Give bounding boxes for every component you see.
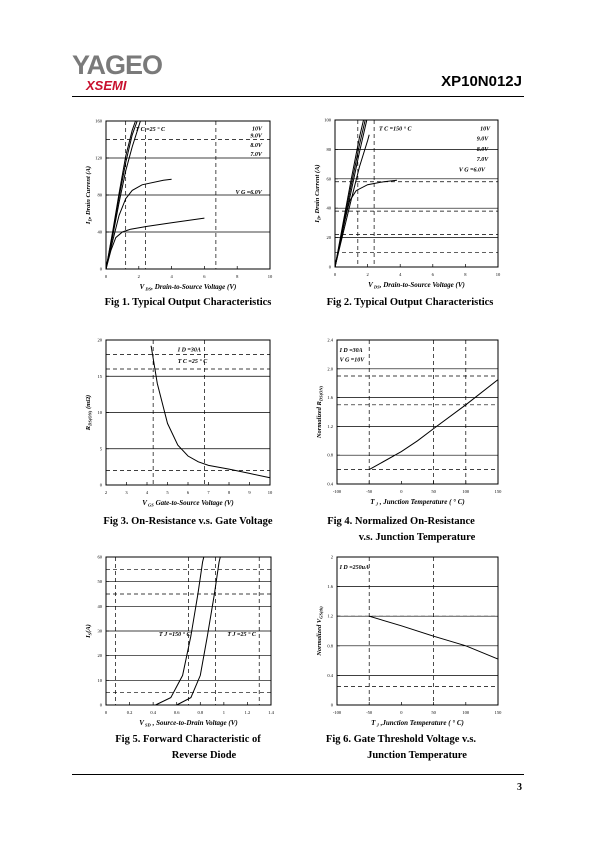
x-tick-label: 0.8 bbox=[197, 710, 204, 715]
annotation: 8.0V bbox=[476, 146, 489, 153]
y-tick-label: 30 bbox=[97, 628, 102, 634]
figure-caption: Fig 2. Typical Output Characteristics bbox=[326, 297, 494, 308]
x-axis-title: T $_J$ , Junction Temperature ( ° C) bbox=[370, 498, 465, 507]
x-tick-label: 0.6 bbox=[173, 710, 180, 715]
figure-2 bbox=[314, 118, 501, 309]
y-tick-label: 0.8 bbox=[327, 452, 333, 458]
y-tick-label: 1.6 bbox=[327, 584, 333, 590]
y-tick-label: 60 bbox=[326, 176, 331, 182]
annotation: 9.0V bbox=[250, 133, 262, 140]
x-tick-label: 1.4 bbox=[268, 710, 274, 715]
y-tick-label: 0 bbox=[330, 702, 333, 708]
y-tick-label: 15 bbox=[97, 373, 102, 379]
figure-caption: Fig 6. Gate Threshold Voltage v.s. bbox=[325, 734, 477, 745]
y-tick-label: 1.2 bbox=[327, 423, 333, 429]
y-axis-title: $R_{DS(ON)}$ (mΩ) bbox=[85, 394, 93, 431]
y-tick-label: 50 bbox=[97, 579, 102, 585]
y-tick-label: 40 bbox=[326, 205, 331, 211]
plot-frame bbox=[335, 120, 498, 267]
x-tick-label: 6 bbox=[186, 490, 190, 495]
x-tick-label: 5 bbox=[166, 490, 169, 495]
x-tick-label: 150 bbox=[494, 710, 502, 715]
annotation: V G =6.0V bbox=[458, 167, 486, 174]
x-tick-label: 2 bbox=[137, 274, 140, 279]
figure-3 bbox=[85, 338, 273, 528]
series-line-5 bbox=[335, 180, 397, 267]
y-tick-label: 2 bbox=[330, 554, 333, 560]
y-axis-title: $I_S(A)$ bbox=[85, 624, 93, 638]
y-tick-label: 2.0 bbox=[327, 366, 333, 372]
figure-1 bbox=[85, 119, 273, 309]
y-tick-label: 0.4 bbox=[327, 672, 333, 678]
x-axis-title: T $_J$ ,Junction Temperature ( ° C) bbox=[371, 719, 464, 728]
annotation: V G =10V bbox=[339, 357, 365, 364]
logo-wordmark: YAGEO bbox=[72, 50, 163, 80]
figure-caption: Reverse Diode bbox=[171, 750, 237, 761]
x-tick-label: 50 bbox=[431, 710, 436, 715]
x-axis-title: V $_{DS}$, Drain-to-Source Voltage (V) bbox=[139, 283, 237, 292]
y-tick-label: 5 bbox=[99, 446, 102, 452]
x-tick-label: 6 bbox=[203, 274, 206, 279]
x-tick-label: 150 bbox=[494, 489, 502, 494]
figure-4 bbox=[316, 338, 502, 544]
x-tick-label: -100 bbox=[332, 710, 342, 715]
annotation: I D =250uA bbox=[339, 564, 370, 571]
x-tick-label: 9 bbox=[248, 490, 251, 495]
x-tick-label: 0 bbox=[400, 710, 403, 715]
y-tick-label: 2.4 bbox=[327, 337, 333, 343]
logo-subbrand: XSEMI bbox=[86, 78, 127, 93]
x-tick-label: 8 bbox=[464, 272, 467, 277]
annotation: T C =25 ° C bbox=[177, 359, 208, 366]
x-tick-label: 8 bbox=[227, 490, 231, 495]
x-tick-label: 0 bbox=[104, 710, 108, 715]
y-tick-label: 160 bbox=[95, 118, 102, 124]
page-number: 3 bbox=[517, 782, 522, 793]
y-tick-label: 20 bbox=[326, 235, 331, 241]
y-tick-label: 10 bbox=[97, 410, 102, 415]
x-tick-label: 4 bbox=[170, 274, 173, 279]
y-tick-label: 0 bbox=[99, 702, 102, 708]
x-axis-title: V $_{GS}$ Gate-to-Source Voltage (V) bbox=[142, 499, 234, 508]
x-tick-label: 10 bbox=[267, 274, 273, 279]
x-tick-label: 0 bbox=[104, 274, 108, 279]
annotation: 7.0V bbox=[476, 157, 489, 164]
annotation: T C =25 ° C bbox=[135, 127, 166, 134]
annotation: 10V bbox=[251, 126, 262, 133]
x-tick-label: 10 bbox=[267, 490, 273, 495]
y-tick-label: 1.6 bbox=[327, 395, 333, 401]
x-tick-label: 10 bbox=[495, 272, 501, 277]
annotation: V G =6.0V bbox=[235, 190, 262, 197]
x-tick-label: 3 bbox=[125, 490, 128, 495]
x-tick-label: 6 bbox=[431, 272, 434, 277]
x-axis-title: V $_{SD}$ , Source-to-Drain Voltage (V) bbox=[139, 719, 238, 728]
x-tick-label: -50 bbox=[366, 489, 373, 494]
annotation: 10V bbox=[480, 126, 491, 133]
y-tick-label: 100 bbox=[324, 117, 331, 123]
y-tick-label: 120 bbox=[95, 155, 102, 161]
x-tick-label: 8 bbox=[236, 274, 239, 279]
x-tick-label: 4 bbox=[145, 490, 149, 495]
figure-caption: Junction Temperature bbox=[367, 750, 467, 761]
figure-caption: Fig 4. Normalized On-Resistance bbox=[327, 516, 475, 527]
x-tick-label: 0 bbox=[333, 272, 337, 277]
y-tick-label: 1.2 bbox=[327, 613, 333, 619]
x-tick-label: -50 bbox=[366, 710, 373, 715]
part-number: XP10N012J bbox=[441, 73, 522, 90]
y-tick-label: 40 bbox=[97, 603, 102, 609]
annotation: 7.0V bbox=[250, 152, 262, 159]
x-tick-label: 7 bbox=[207, 490, 210, 495]
figure-caption: Fig 1. Typical Output Characteristics bbox=[104, 297, 272, 308]
x-tick-label: 100 bbox=[462, 489, 470, 494]
y-tick-label: 0 bbox=[99, 266, 102, 272]
x-tick-label: 4 bbox=[399, 272, 402, 277]
x-axis-title: V $_{DS}$, Drain-to-Source Voltage (V) bbox=[368, 281, 465, 290]
x-tick-label: 2 bbox=[366, 272, 369, 277]
annotation: T C =150 ° C bbox=[379, 126, 412, 133]
series-line-4 bbox=[335, 135, 369, 267]
y-tick-label: 20 bbox=[97, 653, 102, 659]
y-tick-label: 20 bbox=[97, 337, 102, 343]
y-tick-label: 80 bbox=[326, 146, 331, 152]
figure-6 bbox=[316, 555, 502, 762]
x-tick-label: 50 bbox=[431, 489, 436, 494]
x-tick-label: 0.2 bbox=[126, 710, 133, 715]
x-tick-label: 1 bbox=[222, 710, 225, 715]
y-axis-title: $I_D$, Drain Current (A) bbox=[85, 165, 93, 225]
y-axis-title: $I_D$, Drain Current (A) bbox=[314, 164, 322, 223]
y-tick-label: 0.4 bbox=[327, 481, 333, 487]
y-tick-label: 0 bbox=[99, 482, 102, 488]
x-tick-label: 0.4 bbox=[150, 710, 156, 715]
annotation: T J =25 ° C bbox=[227, 631, 256, 638]
y-tick-label: 40 bbox=[97, 229, 102, 235]
figure-caption: Fig 5. Forward Characteristic of bbox=[115, 734, 261, 745]
x-tick-label: 100 bbox=[462, 710, 470, 715]
series-line-1 bbox=[151, 346, 270, 478]
y-tick-label: 60 bbox=[97, 554, 102, 560]
annotation: I D =30A bbox=[339, 348, 363, 355]
y-tick-label: 0 bbox=[328, 264, 331, 270]
y-tick-label: 0.8 bbox=[327, 643, 333, 649]
y-tick-label: 80 bbox=[97, 192, 102, 198]
figure-caption: Fig 3. On-Resistance v.s. Gate Voltage bbox=[103, 516, 273, 527]
x-tick-label: 1.2 bbox=[244, 710, 251, 715]
annotation: 8.0V bbox=[250, 142, 262, 149]
y-axis-title: Normalized $R_{DS(ON)}$ bbox=[316, 385, 324, 439]
x-tick-label: -100 bbox=[332, 489, 342, 494]
figure-5 bbox=[85, 555, 275, 762]
annotation: 9.0V bbox=[476, 136, 489, 143]
series-line-5 bbox=[106, 218, 204, 269]
annotation: I D =30A bbox=[177, 347, 201, 354]
figure-caption: v.s. Junction Temperature bbox=[358, 532, 476, 543]
y-axis-title: Normalized $V_{GS(th)}$ bbox=[316, 606, 324, 656]
x-tick-label: 0 bbox=[400, 489, 403, 494]
x-tick-label: 2 bbox=[104, 490, 108, 495]
y-tick-label: 10 bbox=[97, 677, 102, 683]
annotation: T J =150 ° C bbox=[159, 631, 191, 638]
